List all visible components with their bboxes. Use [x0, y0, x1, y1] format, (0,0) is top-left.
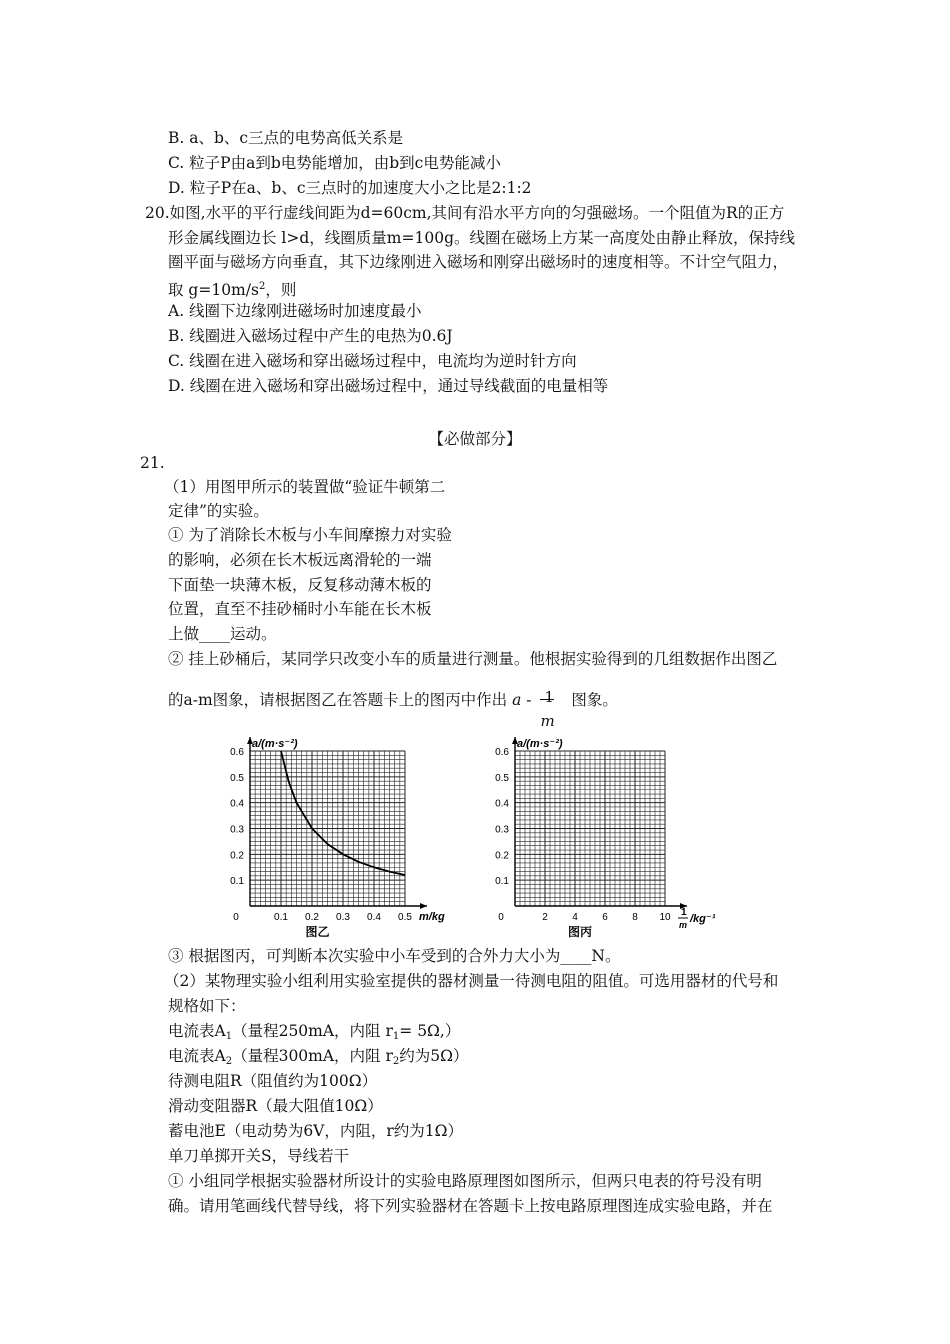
chart-a-vs-m	[220, 728, 445, 939]
q19-option-d: D. 粒子P在a、b、c三点时的加速度大小之比是2:1:2	[168, 179, 532, 197]
q21-part1-line6: 位置，直至不挂砂桶时小车能在长木板	[168, 600, 432, 618]
y-tick-label: 0.1	[495, 876, 509, 888]
q21-part1-line3: ① 为了消除长木板与小车间摩擦力对实验	[168, 526, 452, 544]
x-tick-label: 0.1	[274, 912, 288, 923]
fraction-denominator: m	[540, 712, 555, 730]
q20-option-c: C. 线圈在进入磁场和穿出磁场过程中，电流均为逆时针方向	[168, 352, 577, 370]
q21-part2-text: 的a-m图象，请根据图乙在答题卡上的图丙中作出	[168, 691, 508, 709]
equipment-rheostat: 滑动变阻器R（最大阻值10Ω）	[168, 1097, 383, 1115]
q21-part1-line2: 定律”的实验。	[168, 502, 269, 520]
y-tick-label: 0.5	[495, 772, 509, 784]
q20-stem-line2: 形金属线圈边长 l>d，线圈质量m=100g。线圈在磁场上方某一高度处由静止释放，保持线	[168, 229, 795, 247]
x-tick-label: 0.2	[305, 912, 319, 923]
q21-number: 21.	[140, 454, 165, 472]
eq1-sub: 1	[225, 1031, 233, 1042]
q20-line4-tail: ，则	[265, 281, 297, 299]
y-tick-label: 0.5	[230, 772, 244, 784]
y-tick-label: 0.4	[495, 798, 509, 810]
q21-part5-line1: ① 小组同学根据实验器材所设计的实验电路原理图如图所示，但两只电表的符号没有明	[168, 1172, 762, 1190]
y-tick-label: 0.6	[230, 747, 244, 758]
q20-line4-exponent: 2	[258, 281, 266, 292]
q20-stem-line3: 圈平面与磁场方向垂直，其下边缘刚进入磁场和刚穿出磁场时的速度相等。不计空气阻力，	[168, 253, 789, 271]
y-tick-label: 0.2	[495, 850, 509, 862]
eq1-tail: = 5Ω,）	[399, 1022, 461, 1040]
x-tick-label: 0.3	[336, 912, 350, 923]
origin-label: 0	[233, 912, 239, 923]
y-axis-label: a/(m·s⁻²)	[252, 738, 298, 750]
q21-part3: ③ 根据图丙，可判断本次实验中小车受到的合外力大小为____N。	[168, 947, 621, 965]
q21-part1-line5: 下面垫一块薄木板，反复移动薄木板的	[168, 576, 432, 594]
eq2-label: 电流表A	[168, 1047, 226, 1065]
q20-option-b: B. 线圈进入磁场过程中产生的电热为0.6J	[168, 327, 453, 345]
equipment-resistor: 待测电阻R（阻值约为100Ω）	[168, 1072, 378, 1090]
y-tick-label: 0.3	[230, 824, 244, 836]
q21-part2-line2	[168, 680, 618, 730]
q21-part4-line1: （2）某物理实验小组利用实验室提供的器材测量一待测电阻的阻值。可选用器材的代号和	[164, 972, 779, 990]
chart-a-vs-inverse-m	[490, 728, 720, 938]
equipment-switch: 单刀单掷开关S，导线若干	[168, 1147, 350, 1165]
one-over-m-fraction	[536, 681, 566, 730]
q21-part4-line2: 规格如下：	[168, 997, 246, 1015]
y-axis-label: a/(m·s⁻²)	[517, 738, 563, 750]
equipment-ammeter-a1	[168, 1020, 460, 1048]
eq2-sub: 2	[225, 1056, 233, 1067]
x-label-numerator: 1	[681, 907, 687, 918]
eq2-mid: （量程300mA，内阻 r	[232, 1047, 393, 1065]
q21-part1-line4: 的影响，必须在长木板远离滑轮的一端	[168, 551, 432, 569]
y-tick-label: 0.6	[495, 747, 509, 758]
x-axis-label: m/kg	[419, 911, 445, 923]
q21-part2-a-symbol: a	[512, 691, 522, 709]
x-tick-label: 0.4	[367, 912, 381, 923]
q20-line4-text: 取 g=10m/s	[168, 281, 259, 299]
x-tick-label: 8	[632, 912, 638, 923]
q20-stem-line1: 20.如图,水平的平行虚线间距为d=60cm,其间有沿水平方向的匀强磁场。一个阻值为R的正方	[145, 204, 785, 222]
q21-part2-line1: ② 挂上砂桶后，某同学只改变小车的质量进行测量。他根据实验得到的几组数据作出图乙	[168, 650, 778, 668]
origin-label: 0	[498, 912, 504, 923]
section-heading: 【必做部分】	[428, 430, 522, 448]
q21-part2-tail: 图象。	[571, 691, 618, 709]
x-label-unit: /kg⁻¹	[690, 913, 716, 925]
eq1-sub2: 1	[392, 1031, 400, 1042]
y-tick-label: 0.3	[495, 824, 509, 836]
q20-stem-line4	[168, 276, 296, 301]
equipment-battery: 蓄电池E（电动势为6V，内阻，r约为1Ω）	[168, 1122, 463, 1140]
chart-title: 图乙	[305, 925, 330, 939]
q20-option-d: D. 线圈在进入磁场和穿出磁场过程中，通过导线截面的电量相等	[168, 377, 609, 395]
x-tick-label: 10	[659, 912, 671, 923]
chart-title: 图丙	[567, 925, 593, 939]
x-tick-label: 0.5	[398, 912, 412, 923]
fraction-bar	[540, 699, 554, 700]
q20-option-a: A. 线圈下边缘刚进磁场时加速度最小	[168, 302, 422, 320]
y-tick-label: 0.4	[230, 798, 244, 810]
q19-option-b: B. a、b、c三点的电势高低关系是	[168, 129, 404, 147]
equipment-ammeter-a2	[168, 1045, 469, 1073]
x-label-denominator: m	[679, 920, 688, 930]
q21-part1-line1: （1）用图甲所示的装置做“验证牛顿第二	[164, 478, 446, 496]
q19-option-c: C. 粒子P由a到b电势能增加，由b到c电势能减小	[168, 154, 501, 172]
q21-part1-line7: 上做____运动。	[168, 625, 277, 643]
x-tick-label: 6	[602, 912, 608, 923]
x-tick-label: 2	[542, 912, 548, 923]
eq2-sub2: 2	[392, 1056, 400, 1067]
x-axis-arrow	[420, 903, 427, 909]
eq1-mid: （量程250mA，内阻 r	[232, 1022, 393, 1040]
eq1-label: 电流表A	[168, 1022, 226, 1040]
x-tick-label: 4	[572, 912, 578, 923]
eq2-tail: 约为5Ω）	[399, 1047, 469, 1065]
fraction-numerator: 1	[544, 688, 555, 706]
q21-part2-dash: -	[521, 691, 537, 709]
q21-part5-line2: 确。请用笔画线代替导线，将下列实验器材在答题卡上按电路原理图连成实验电路，并在	[168, 1197, 773, 1215]
y-tick-label: 0.1	[230, 876, 244, 888]
y-tick-label: 0.2	[230, 850, 244, 862]
